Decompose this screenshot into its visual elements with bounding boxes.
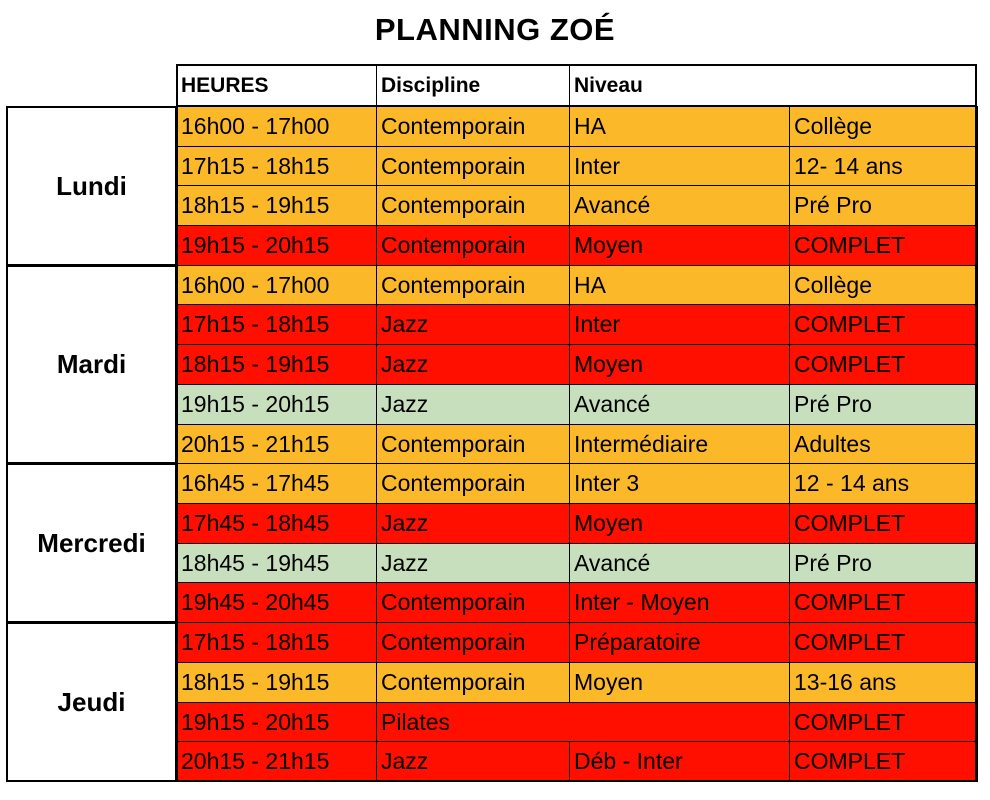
cell-heures: 17h15 - 18h15 [176,146,377,187]
cell-heures: 19h45 - 20h45 [176,582,377,623]
header-discipline: Discipline [376,64,570,106]
cell-heures: 17h15 - 18h15 [176,304,377,345]
cell-discipline: Jazz [376,344,570,385]
cell-discipline: Jazz [376,304,570,345]
cell-discipline: Jazz [376,503,570,544]
cell-info: Pré Pro [789,384,978,425]
cell-info: COMPLET [789,344,978,385]
cell-niveau: HA [569,106,790,147]
cell-heures: 18h15 - 19h15 [176,185,377,226]
cell-heures: 20h15 - 21h15 [176,741,377,782]
cell-discipline: Contemporain [376,146,570,187]
cell-niveau: Moyen [569,503,790,544]
cell-discipline: Contemporain [376,463,570,504]
cell-heures: 19h15 - 20h15 [176,225,377,266]
cell-niveau: Inter [569,304,790,345]
cell-discipline: Pilates [376,702,790,743]
cell-heures: 16h00 - 17h00 [176,106,377,147]
cell-heures: 17h15 - 18h15 [176,622,377,663]
cell-discipline: Contemporain [376,424,570,465]
cell-info: COMPLET [789,741,978,782]
cell-niveau: Avancé [569,384,790,425]
cell-info: COMPLET [789,582,978,623]
cell-discipline: Contemporain [376,662,570,703]
cell-info: COMPLET [789,622,978,663]
cell-heures: 16h00 - 17h00 [176,265,377,306]
day-label: Mercredi [6,463,177,623]
cell-niveau: Moyen [569,344,790,385]
cell-discipline: Contemporain [376,106,570,147]
cell-heures: 16h45 - 17h45 [176,463,377,504]
cell-heures: 19h15 - 20h15 [176,384,377,425]
cell-discipline: Jazz [376,741,570,782]
header-niveau: Niveau [569,64,976,106]
cell-niveau: HA [569,265,790,306]
cell-heures: 17h45 - 18h45 [176,503,377,544]
header-heures: HEURES [176,64,377,106]
cell-heures: 18h45 - 19h45 [176,543,377,584]
cell-niveau: Inter 3 [569,463,790,504]
cell-info: Collège [789,106,978,147]
cell-niveau: Moyen [569,225,790,266]
cell-discipline: Contemporain [376,185,570,226]
cell-info: Pré Pro [789,185,978,226]
cell-discipline: Contemporain [376,582,570,623]
cell-info: 13-16 ans [789,662,978,703]
cell-niveau: Avancé [569,543,790,584]
cell-discipline: Contemporain [376,225,570,266]
cell-heures: 20h15 - 21h15 [176,424,377,465]
cell-info: COMPLET [789,702,978,743]
cell-niveau: Déb - Inter [569,741,790,782]
cell-info: 12 - 14 ans [789,463,978,504]
cell-info: Adultes [789,424,978,465]
cell-heures: 18h15 - 19h15 [176,662,377,703]
cell-heures: 19h15 - 20h15 [176,702,377,743]
cell-info: Pré Pro [789,543,978,584]
day-label: Mardi [6,265,177,464]
day-label: Lundi [6,106,177,266]
page-title: PLANNING ZOÉ [374,12,616,47]
cell-info: Collège [789,265,978,306]
cell-niveau: Préparatoire [569,622,790,663]
cell-niveau: Intermédiaire [569,424,790,465]
cell-discipline: Contemporain [376,622,570,663]
cell-heures: 18h15 - 19h15 [176,344,377,385]
cell-info: COMPLET [789,225,978,266]
cell-discipline: Jazz [376,384,570,425]
cell-discipline: Jazz [376,543,570,584]
cell-niveau: Moyen [569,662,790,703]
cell-niveau: Avancé [569,185,790,226]
cell-info: COMPLET [789,304,978,345]
cell-info: 12- 14 ans [789,146,978,187]
cell-niveau: Inter [569,146,790,187]
cell-discipline: Contemporain [376,265,570,306]
day-label: Jeudi [6,622,177,782]
cell-niveau: Inter - Moyen [569,582,790,623]
cell-info: COMPLET [789,503,978,544]
